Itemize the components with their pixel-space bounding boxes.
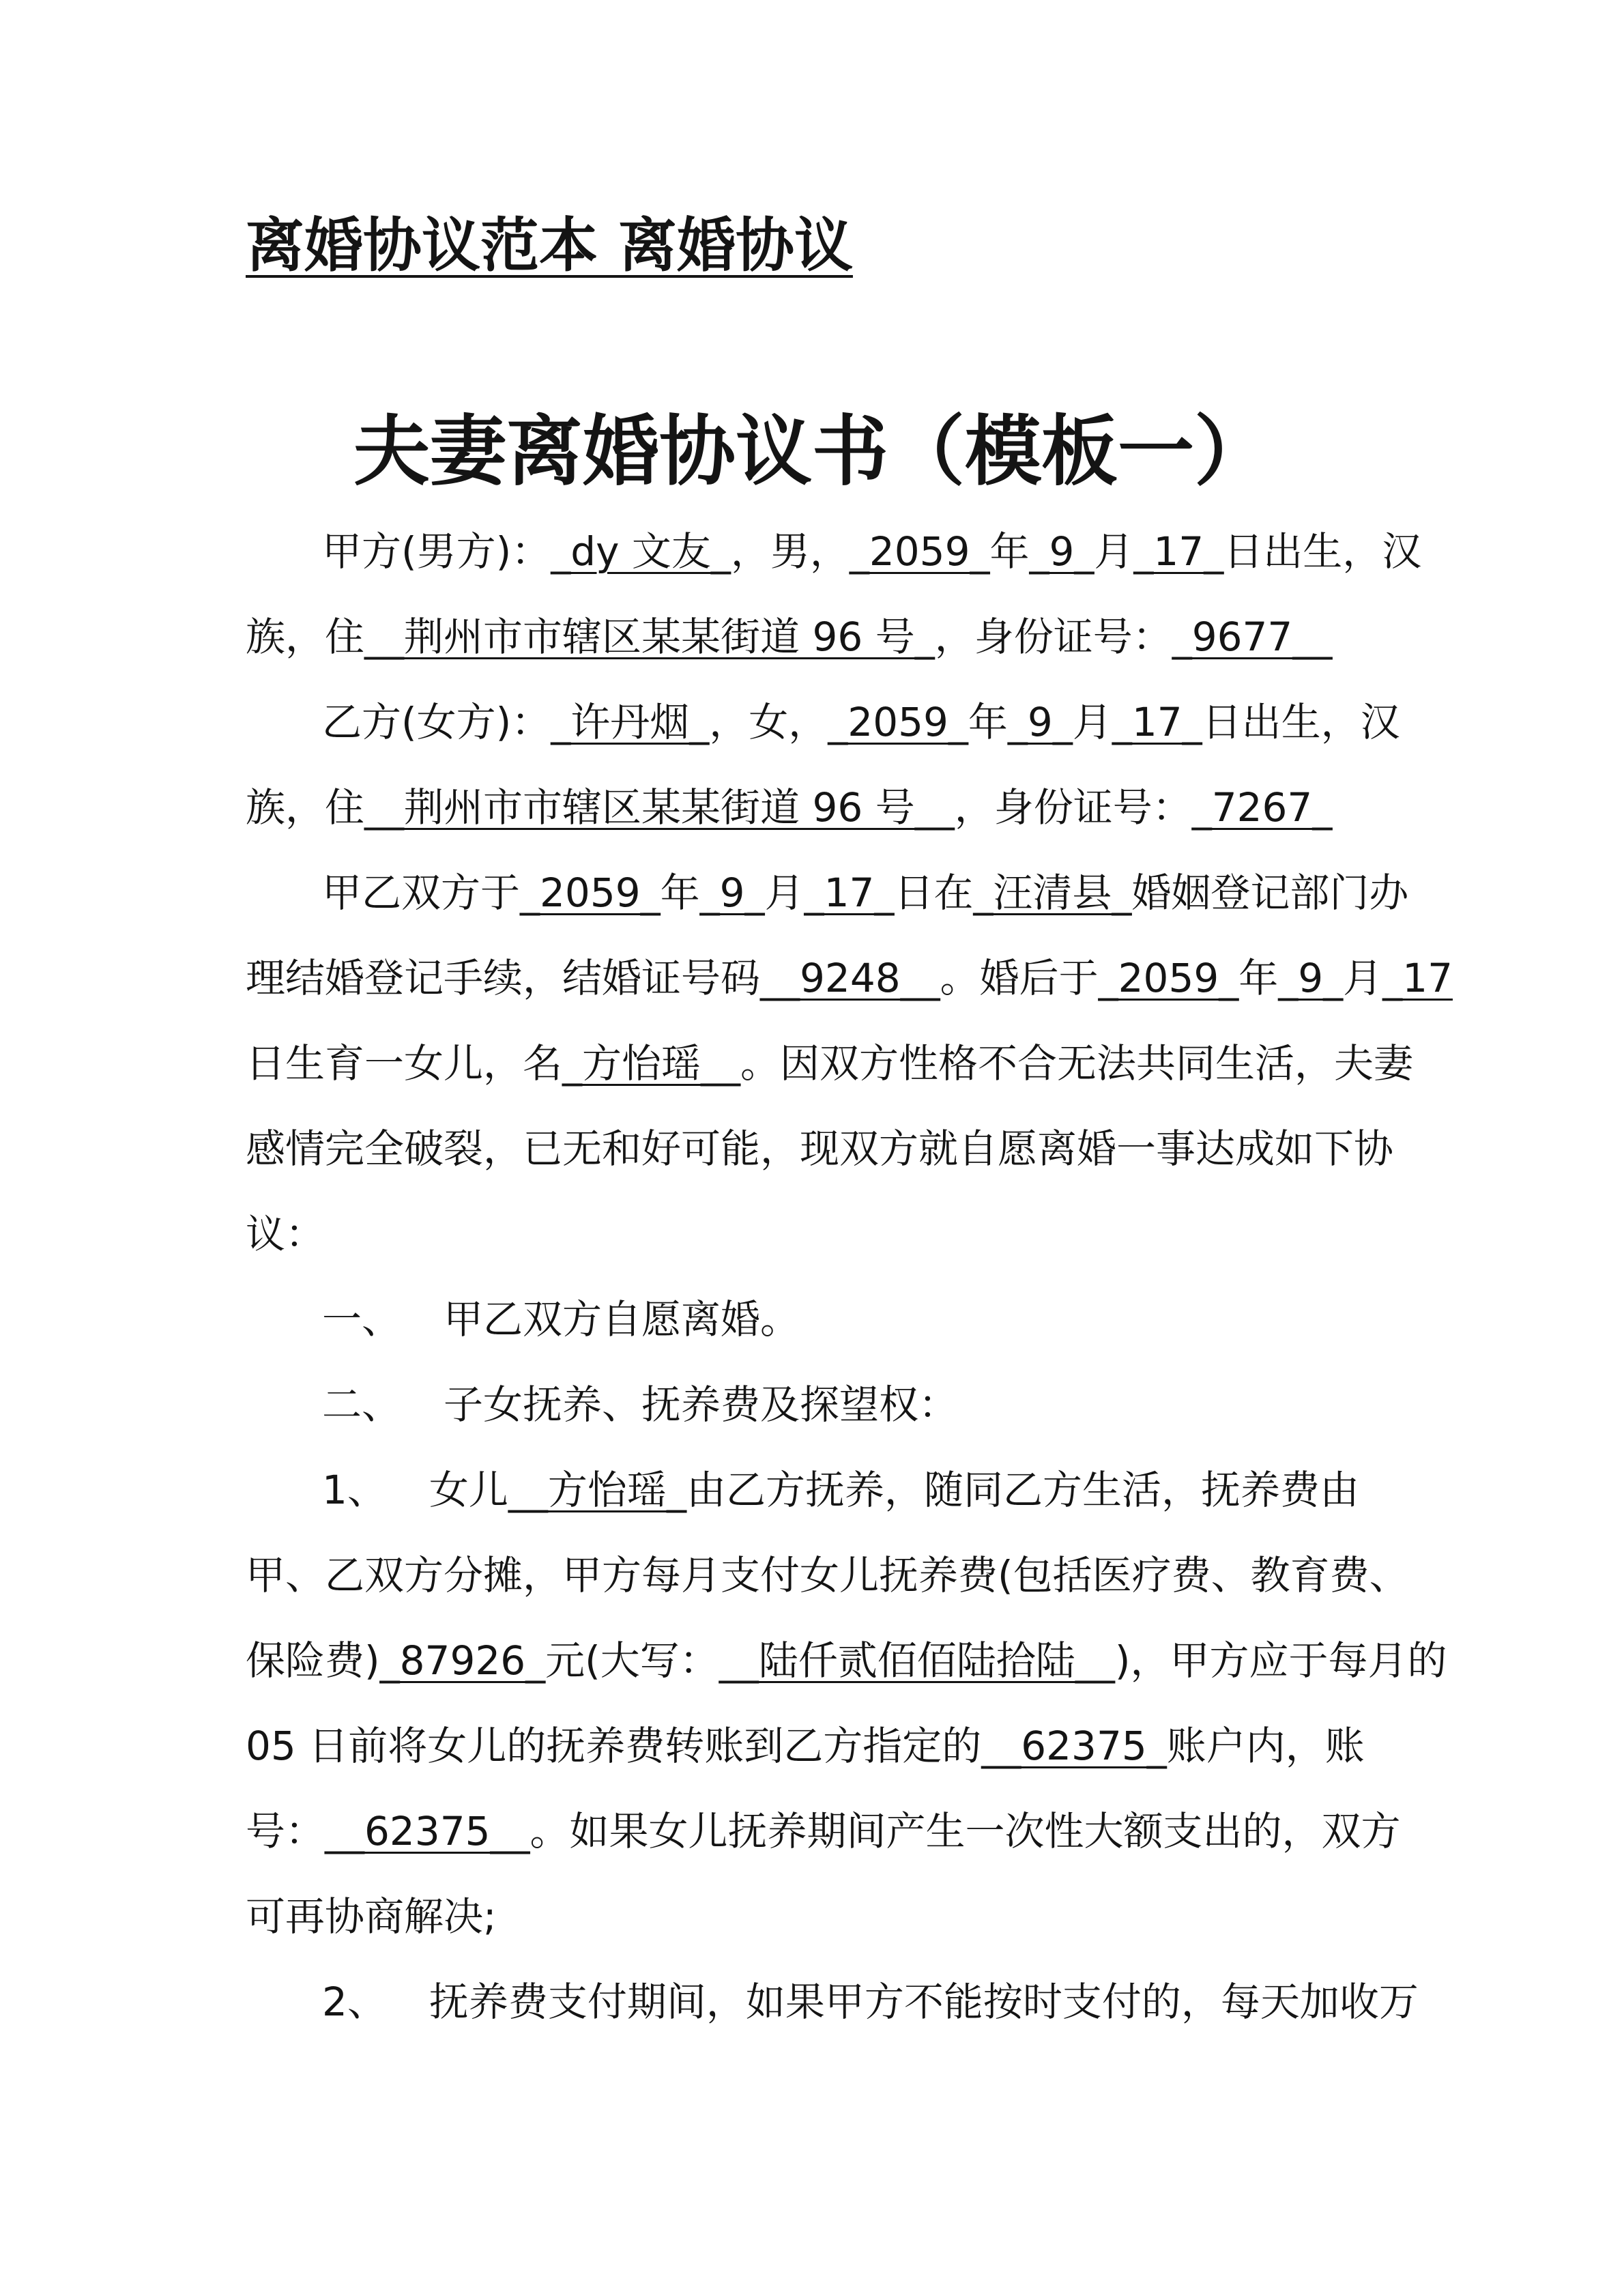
paragraph-line [246, 1633, 1447, 1688]
list-item-line [322, 1292, 800, 1347]
text-run: 抚养费支付期间，如果甲方不能按时支付的，每天加收万 [429, 1979, 1419, 2025]
text-run: 议： [246, 1211, 325, 1257]
text-run: 二、 [322, 1381, 402, 1428]
text-run: 甲、乙双方分摊，甲方每月支付女儿抚养费(包括医疗费、教育费、 [246, 1552, 1409, 1598]
text-run: _年_ [970, 528, 1049, 575]
text-run: 子女抚养、抚养费及探望权： [444, 1381, 959, 1428]
paragraph-line [246, 1548, 1409, 1603]
text-run: _，女，_ [689, 699, 848, 745]
paragraph-line [246, 609, 1332, 664]
text-run: _月_ [1052, 699, 1132, 745]
text-run: 可再协商解决; [246, 1893, 497, 1940]
text-run: 女儿__ [429, 1467, 548, 1513]
text-run: 一、 [322, 1296, 402, 1343]
text-run: _ [1312, 784, 1333, 831]
filled-field: 62375 [1021, 1723, 1147, 1769]
list-item-line [322, 1377, 958, 1432]
filled-field: 9677 [1191, 614, 1293, 660]
filled-field: 2059 [847, 699, 948, 745]
text-run: 感情完全破裂，已无和好可能，现双方就自愿离婚一事达成如下协 [246, 1125, 1394, 1172]
text-run: 甲方(男方)：_ [322, 528, 571, 575]
filled-field: 7267 [1211, 784, 1313, 831]
text-run: 保险费)_ [246, 1637, 400, 1684]
filled-field: 2059 [1118, 955, 1219, 1001]
document-title: 夫妻离婚协议书（模板一） [353, 407, 1271, 496]
text-run: _年_ [640, 870, 720, 916]
text-run: __，身份证号：_ [914, 784, 1212, 831]
filled-field: 87926 [399, 1637, 526, 1684]
filled-field: 17 [1131, 699, 1183, 745]
filled-field: 陆仟贰佰佰陆拾陆 [758, 1637, 1075, 1684]
list-item-line [322, 1975, 1419, 2029]
filled-field: 许丹烟 [570, 699, 690, 745]
filled-field: 2059 [540, 870, 641, 916]
text-run: __。婚后于_ [900, 955, 1118, 1001]
list-item-line [322, 1463, 1359, 1517]
text-run: _月_ [1074, 528, 1154, 575]
text-run: _，男，_ [710, 528, 869, 575]
text-run: _婚姻登记部门办 [1112, 870, 1409, 916]
text-run: __)，甲方应于每月的 [1075, 1637, 1447, 1684]
filled-field: 荆州市市辖区某某街道 96 号 [404, 614, 915, 660]
paragraph-line [322, 524, 1421, 579]
text-run: 号：__ [246, 1808, 365, 1854]
filled-field: 9 [1027, 699, 1053, 745]
filled-field: 9 [1049, 528, 1075, 575]
text-run: __。如果女儿抚养期间产生一次性大额支出的，双方 [490, 1808, 1401, 1854]
text-run: _年_ [948, 699, 1028, 745]
text-run: __。因双方性格不合无法共同生活，夫妻 [701, 1040, 1414, 1087]
text-run: _日出生，汉 [1204, 528, 1422, 575]
document-header: 离婚协议范本 离婚协议 [246, 212, 853, 280]
paragraph-line [246, 780, 1332, 835]
text-run: _由乙方抚养，随同乙方生活，抚养费由 [666, 1467, 1359, 1513]
text-run: _元(大写：__ [525, 1637, 759, 1684]
text-run: 族，住__ [246, 614, 405, 660]
text-run: 日生育一女儿，名_ [246, 1040, 583, 1087]
filled-field: 方怡瑶 [582, 1040, 701, 1087]
paragraph-line [246, 1207, 325, 1261]
text-run: _，身份证号：_ [914, 614, 1192, 660]
filled-field: dy 文友 [570, 528, 711, 575]
filled-field: 62375 [364, 1808, 491, 1854]
text-run: _账户内，账 [1146, 1723, 1365, 1769]
text-run: _月_ [744, 870, 824, 916]
filled-field: 汪清县 [993, 870, 1112, 916]
text-run: 1、 [322, 1467, 387, 1513]
text-run: __ [1292, 614, 1333, 660]
paragraph-line [246, 1036, 1413, 1091]
text-run: 族，住__ [246, 784, 405, 831]
paragraph-line [246, 1719, 1365, 1773]
filled-field: 9248 [800, 955, 901, 1001]
filled-field: 2059 [869, 528, 970, 575]
text-run: _日出生，汉 [1182, 699, 1400, 745]
paragraph-line [246, 1121, 1393, 1176]
text-run: 2、 [322, 1979, 387, 2025]
text-run: 乙方(女方)：_ [322, 699, 571, 745]
text-run: 理结婚登记手续，结婚证号码__ [246, 955, 800, 1001]
paragraph-line [246, 951, 1453, 1005]
text-run: _年_ [1219, 955, 1299, 1001]
filled-field: 荆州市市辖区某某街道 96 号 [404, 784, 915, 831]
filled-field: 9 [719, 870, 745, 916]
text-run: 甲乙双方自愿离婚。 [444, 1296, 800, 1343]
text-run: 05 日前将女儿的抚养费转账到乙方指定的__ [246, 1723, 1021, 1769]
paragraph-line [246, 1804, 1401, 1859]
filled-field: 9 [1298, 955, 1324, 1001]
paragraph-line [322, 695, 1400, 749]
paragraph-line [322, 865, 1408, 920]
text-run: 甲乙双方于_ [322, 870, 540, 916]
filled-field: 17 [1402, 955, 1453, 1001]
paragraph-line [246, 1889, 497, 1944]
text-run: _月_ [1323, 955, 1403, 1001]
filled-field: 方怡瑶 [547, 1467, 667, 1513]
filled-field: 17 [824, 870, 875, 916]
filled-field: 17 [1153, 528, 1204, 575]
text-run: _日在_ [874, 870, 994, 916]
